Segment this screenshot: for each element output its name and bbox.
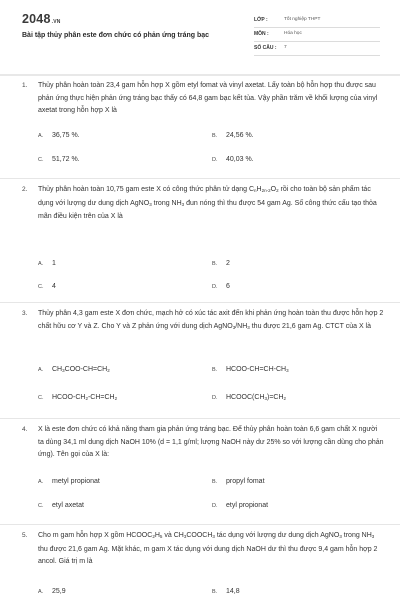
question-separator (0, 302, 400, 303)
question-text (38, 530, 384, 569)
option-text: $HCOOC(CH_3)=CH_2$ (226, 394, 287, 401)
meta-class-value: Tốt nghiệp THPT (284, 17, 321, 22)
option-text: propyl fomat (226, 478, 265, 485)
option-text: 36,75 %. (52, 132, 80, 139)
question-text: Thủy phân hoàn toàn 23,4 gam hỗn hợp X gồm etyl fomat và vinyl axetat. Lấy toàn bộ hỗn hợp thu được sau phản ứng thực hiện phản ứng tráng bạc thấy có 64,8 gam bạc kết tủa. Vậy phần trăm về khối lượng của vinyl axetat trong hỗn hợp X là (38, 82, 378, 114)
option-letter: B. (212, 133, 218, 139)
header-divider (0, 74, 400, 76)
question-text-part: Cho m gam hỗn hợp X gồm $HCOOC_2H_5$ và $CH_3COOCH_3$ tác dụng với lượng dư dung dịch AgNO$_3$ trong $NH_3$ thu được 21,6 gam Ag. Mặt khác, m gam X tác dụng với dung dịch NaOH dư thì thu được 9,4 gam hỗn hợp 2 ancol. Giá trị m là (38, 532, 378, 565)
question-separator (0, 178, 400, 179)
question-number: 1. (22, 82, 28, 89)
option-a[interactable] (38, 478, 100, 485)
option-letter: A. (38, 479, 44, 485)
question-2 (0, 184, 400, 299)
option-a[interactable] (38, 366, 110, 373)
option-c[interactable] (38, 502, 84, 509)
option-text: 51,72 %. (52, 156, 80, 163)
option-letter: B. (212, 367, 218, 373)
option-text: 4 (52, 283, 56, 290)
option-b[interactable] (212, 366, 289, 373)
meta-subject-value: Hóa học (284, 31, 302, 36)
option-letter: D. (212, 157, 218, 163)
option-d[interactable] (212, 283, 230, 290)
option-text: 14,8 (226, 588, 240, 595)
meta-class-label: LỚP : (254, 17, 268, 23)
option-letter: B. (212, 479, 218, 485)
question-number: 3. (22, 310, 28, 317)
question-1 (0, 80, 400, 180)
question-separator (0, 418, 400, 419)
question-text-part: Thủy phân 4,3 gam este X đơn chức, mạch hở có xúc tác axit đến khi phản ứng hoàn toàn thu được hỗn hợp 2 chất hữu cơ Y và Z. Cho Y và Z phản ứng với dung dịch $AgNO_3/NH_3$ thu được 21,6 gam Ag. CTCT của X là (38, 310, 384, 330)
question-number: 4. (22, 426, 28, 433)
meta-count-label: SỐ CÂU : (254, 45, 277, 51)
option-text: 6 (226, 283, 230, 290)
option-letter: C. (38, 157, 44, 163)
option-b[interactable] (212, 260, 230, 267)
question-3 (0, 308, 400, 413)
option-c[interactable] (38, 283, 56, 290)
option-text: 1 (52, 260, 56, 267)
option-letter: C. (38, 284, 44, 290)
meta-count-row (254, 42, 380, 56)
option-letter: C. (38, 395, 44, 401)
question-text (38, 308, 384, 334)
option-b[interactable] (212, 132, 254, 139)
option-text: 2 (226, 260, 230, 267)
question-separator (0, 524, 400, 525)
option-b[interactable] (212, 588, 240, 595)
option-text: HCOO-$CH=CH-CH_3$ (226, 366, 289, 373)
option-letter: A. (38, 589, 44, 595)
logo-suffix: .VN (51, 19, 61, 25)
option-a[interactable] (38, 132, 80, 139)
logo-text: 2048 (22, 12, 51, 26)
option-b[interactable] (212, 478, 265, 485)
option-a[interactable] (38, 260, 56, 267)
option-text: HCOO-$CH_2-CH=CH_2$ (52, 394, 118, 401)
option-letter: A. (38, 261, 44, 267)
option-letter: A. (38, 133, 44, 139)
option-letter: B. (212, 261, 218, 267)
meta-count-value: 7 (284, 45, 287, 50)
site-logo[interactable] (22, 12, 61, 26)
question-5 (0, 530, 400, 600)
question-number: 2. (22, 186, 28, 193)
option-d[interactable] (212, 156, 254, 163)
option-c[interactable] (38, 156, 80, 163)
option-d[interactable] (212, 502, 268, 509)
option-text: metyl propionat (52, 478, 100, 485)
meta-subject-label: MÔN : (254, 31, 269, 37)
question-text-part: Thủy phân hoàn toàn 10,75 gam este X có công thức phân tử dạng $C_nH_{2n-2}O_2$ rồi cho toàn bộ sản phẩm tác dụng với lượng dư dung dịch AgNO$_3$ trong $NH_3$ đun nóng thì thu được 54 gam Ag. Số công thức cấu tạo thỏa mãn điều kiện trên của X là (38, 186, 377, 220)
option-letter: D. (212, 284, 218, 290)
option-text: etyl axetat (52, 502, 84, 509)
option-text: 25,9 (52, 588, 66, 595)
option-letter: D. (212, 503, 218, 509)
document-title: Bài tập thủy phân este đơn chức có phản ứng tráng bạc (22, 32, 210, 39)
option-c[interactable] (38, 394, 117, 401)
question-text (38, 184, 384, 224)
meta-class-row (254, 14, 380, 28)
option-d[interactable] (212, 394, 286, 401)
option-text: 40,03 %. (226, 156, 254, 163)
option-letter: D. (212, 395, 218, 401)
question-4 (0, 424, 400, 524)
option-text: 24,56 %. (226, 132, 254, 139)
question-text: X là este đơn chức có khả năng tham gia phản ứng tráng bạc. Để thủy phân hoàn toàn 6,6 gam chất X người ta dùng 34,1 ml dung dịch NaOH 10% (d = 1,1 g/ml; lượng NaOH này dư 25% so với lượng cần dùng cho phản ứng). Tên gọi của X là: (38, 426, 384, 458)
option-letter: C. (38, 503, 44, 509)
option-text: $CH_3COO-CH=CH_2$ (52, 366, 110, 373)
meta-subject-row (254, 28, 380, 42)
option-letter: B. (212, 589, 218, 595)
page-header (0, 0, 400, 68)
question-number: 5. (22, 532, 28, 539)
option-letter: A. (38, 367, 44, 373)
option-a[interactable] (38, 588, 66, 595)
option-text: etyl propionat (226, 502, 269, 509)
